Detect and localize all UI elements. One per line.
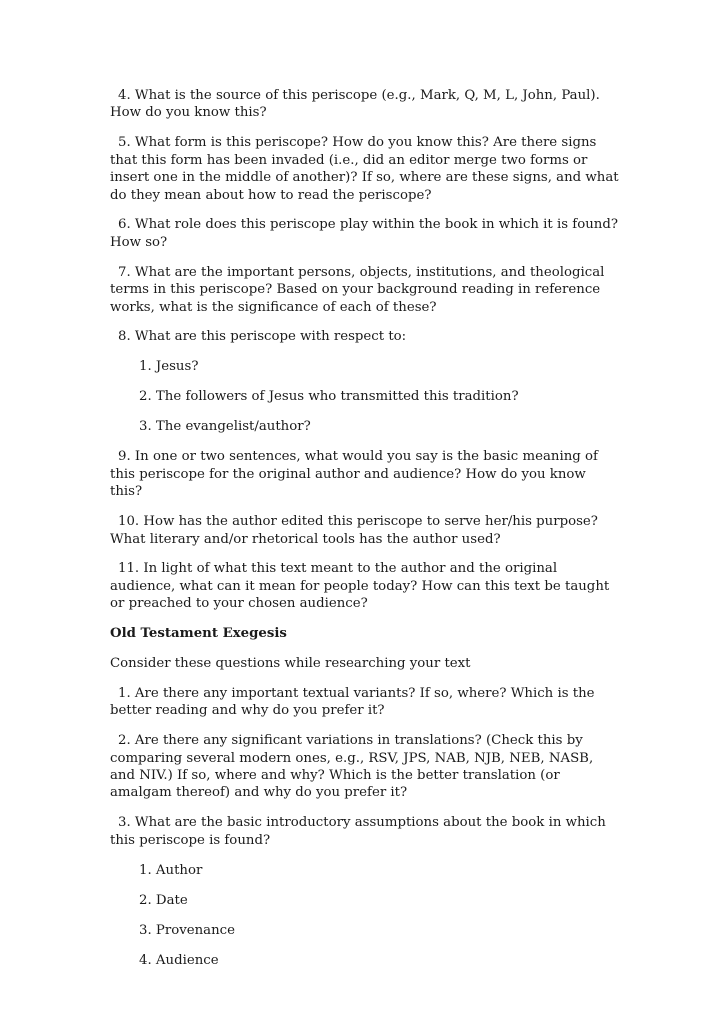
nt-question-5: 5. What form is this periscope? How do you know this? Are there signs that this form has been invaded (i.e., did an editor merge two forms or insert one in the middle of another)? If so, where are these signs, and what do they mean about how to read the periscope?: [110, 135, 619, 203]
q3-subitem-provenance: 3. Provenance: [139, 922, 235, 938]
nt-question-8: 8. What are this periscope with respect to:: [118, 329, 407, 345]
nt-question-6: 6. What role does this periscope play within the book in which it is found? How so?: [110, 217, 618, 250]
nt-question-9: 9. In one or two sentences, what would you say is the basic meaning of this periscope for the original author and audience? How do you know this?: [110, 449, 598, 500]
q3-subitem-audience: 4. Audience: [139, 952, 219, 968]
nt-question-11: 11. In light of what this text meant to the author and the original audience, what can it mean for people today? How can this text be taught or preached to your chosen audience?: [110, 561, 610, 612]
section-heading-ot-exegesis: Old Testament Exegesis: [110, 626, 287, 642]
ot-question-3: 3. What are the basic introductory assumptions about the book in which this periscope is found?: [110, 815, 606, 848]
ot-question-2: 2. Are there any significant variations in translations? (Check this by comparing several modern ones, e.g., RSV, JPS, NAB, NJB, NEB, NASB, and NIV.) If so, where and why? Which is the better translation (or amalgam thereof) and why do you prefer it?: [110, 733, 594, 801]
document-page: [110, 87, 622, 982]
nt-question-4: 4. What is the source of this periscope (e.g., Mark, Q, M, L, John, Paul). How do you know this?: [110, 88, 600, 121]
ot-intro: Consider these questions while researching your text: [110, 656, 471, 672]
nt-question-7: 7. What are the important persons, objects, institutions, and theological terms in this periscope? Based on your background reading in reference works, what is the significance of each of these?: [110, 264, 605, 315]
q3-subitem-author: 1. Author: [139, 862, 203, 878]
nt-question-10: 10. How has the author edited this periscope to serve her/his purpose? What literary and/or rhetorical tools has the author used?: [110, 514, 598, 547]
q8-subitem-evangelist: 3. The evangelist/author?: [139, 419, 311, 435]
q8-subitem-followers: 2. The followers of Jesus who transmitted this tradition?: [139, 389, 519, 405]
q8-subitem-jesus: 1. Jesus?: [139, 359, 199, 375]
q3-subitem-date: 2. Date: [139, 892, 188, 908]
ot-question-1: 1. Are there any important textual variants? If so, where? Which is the better reading and why do you prefer it?: [110, 685, 595, 719]
